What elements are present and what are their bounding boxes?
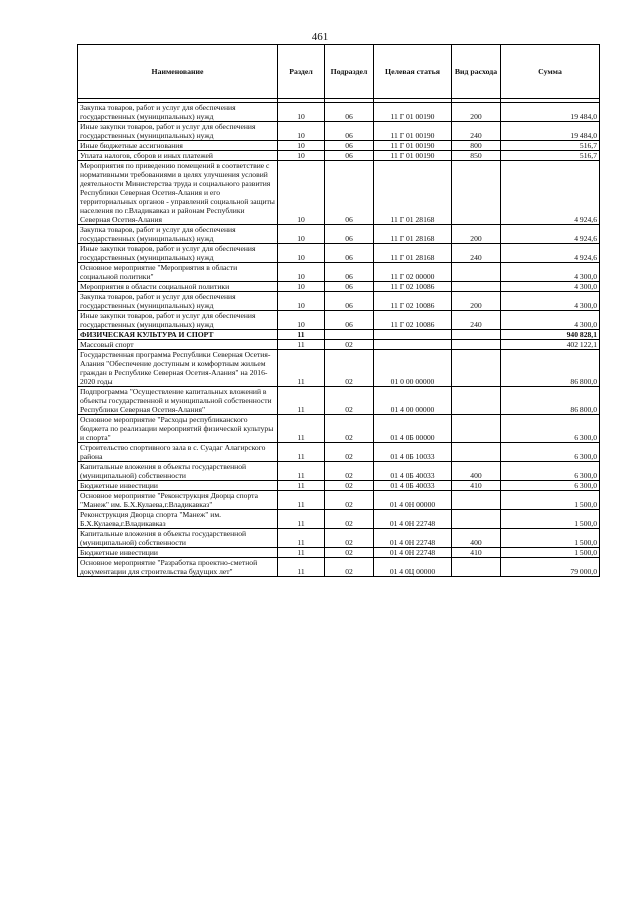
row-amount-cell: 940 828,1	[501, 330, 600, 340]
row-target-cell: 11 Г 02 10086	[374, 311, 452, 330]
row-section-cell: 11	[278, 415, 325, 443]
row-section-cell: 11	[278, 350, 325, 387]
table-row	[78, 292, 600, 311]
row-amount-cell: 4 924,6	[501, 225, 600, 244]
row-name-cell: ФИЗИЧЕСКАЯ КУЛЬТУРА И СПОРТ	[78, 330, 278, 340]
row-amount-cell: 4 300,0	[501, 292, 600, 311]
row-expense-type-cell	[452, 558, 501, 577]
row-expense-type-cell	[452, 161, 501, 225]
row-subsection-cell: 06	[325, 311, 374, 330]
header-subsection: Подраздел	[325, 45, 374, 99]
row-expense-type-cell	[452, 443, 501, 462]
row-target-cell: 01 4 0Б 00000	[374, 415, 452, 443]
row-amount-cell: 4 300,0	[501, 282, 600, 292]
table-row	[78, 510, 600, 529]
table-row	[78, 340, 600, 350]
row-amount-cell: 79 000,0	[501, 558, 600, 577]
row-name-cell: Иные закупки товаров, работ и услуг для обеспечения государственных (муниципальных) нужд	[78, 122, 278, 141]
row-target-cell: 11 Г 01 00190	[374, 103, 452, 122]
row-amount-cell: 86 800,0	[501, 387, 600, 415]
row-section-cell: 10	[278, 311, 325, 330]
row-section-cell: 11	[278, 558, 325, 577]
table-row	[78, 529, 600, 548]
row-amount-cell: 1 500,0	[501, 491, 600, 510]
table-header-row	[78, 45, 600, 99]
row-section-cell: 11	[278, 330, 325, 340]
row-amount-cell: 19 484,0	[501, 103, 600, 122]
row-subsection-cell: 02	[325, 481, 374, 491]
row-section-cell: 11	[278, 548, 325, 558]
row-subsection-cell: 06	[325, 141, 374, 151]
row-expense-type-cell	[452, 491, 501, 510]
row-subsection-cell: 02	[325, 415, 374, 443]
table-body	[78, 103, 600, 577]
row-name-cell: Бюджетные инвестиции	[78, 548, 278, 558]
row-name-cell: Уплата налогов, сборов и иных платежей	[78, 151, 278, 161]
row-target-cell: 11 Г 01 28168	[374, 161, 452, 225]
table-row	[78, 282, 600, 292]
row-expense-type-cell	[452, 415, 501, 443]
row-target-cell: 11 Г 01 28168	[374, 244, 452, 263]
row-expense-type-cell: 200	[452, 225, 501, 244]
row-target-cell: 11 Г 01 00190	[374, 122, 452, 141]
row-subsection-cell: 02	[325, 387, 374, 415]
row-expense-type-cell	[452, 340, 501, 350]
row-name-cell: Государственная программа Республики Северная Осетия-Алания "Обеспечение доступным и комфортным жильем граждан в Республике Северная Осетия-Алания" на 2016-2020 годы	[78, 350, 278, 387]
row-subsection-cell: 06	[325, 151, 374, 161]
row-subsection-cell	[325, 330, 374, 340]
table-row	[78, 558, 600, 577]
row-amount-cell: 19 484,0	[501, 122, 600, 141]
row-amount-cell: 6 300,0	[501, 443, 600, 462]
header-target: Целевая статья	[374, 45, 452, 99]
row-target-cell: 11 Г 01 28168	[374, 225, 452, 244]
row-name-cell: Реконструкция Дворца спорта "Манеж" им. Б.Х.Кулаева,г.Владикавказ	[78, 510, 278, 529]
row-name-cell: Закупка товаров, работ и услуг для обеспечения государственных (муниципальных) нужд	[78, 225, 278, 244]
row-subsection-cell: 02	[325, 350, 374, 387]
row-target-cell	[374, 340, 452, 350]
row-amount-cell: 6 300,0	[501, 462, 600, 481]
row-target-cell: 11 Г 02 10086	[374, 292, 452, 311]
table-row	[78, 491, 600, 510]
table-row	[78, 225, 600, 244]
table-row	[78, 151, 600, 161]
row-name-cell: Основное мероприятие "Мероприятия в области социальной политики"	[78, 263, 278, 282]
row-amount-cell: 86 800,0	[501, 350, 600, 387]
table-row	[78, 311, 600, 330]
table-row	[78, 415, 600, 443]
row-expense-type-cell	[452, 350, 501, 387]
row-amount-cell: 1 500,0	[501, 548, 600, 558]
table-row	[78, 161, 600, 225]
row-name-cell: Бюджетные инвестиции	[78, 481, 278, 491]
table-row	[78, 548, 600, 558]
row-name-cell: Капитальные вложения в объекты государственной (муниципальной) собственности	[78, 529, 278, 548]
row-expense-type-cell	[452, 510, 501, 529]
row-section-cell: 11	[278, 491, 325, 510]
row-target-cell: 01 4 0Б 40033	[374, 462, 452, 481]
row-section-cell: 10	[278, 103, 325, 122]
row-target-cell: 01 4 0Б 10033	[374, 443, 452, 462]
row-target-cell: 01 4 0Ц 00000	[374, 558, 452, 577]
table-row	[78, 481, 600, 491]
row-expense-type-cell: 850	[452, 151, 501, 161]
row-expense-type-cell: 240	[452, 122, 501, 141]
row-target-cell: 01 4 0Н 22748	[374, 529, 452, 548]
row-subsection-cell: 02	[325, 462, 374, 481]
row-expense-type-cell	[452, 330, 501, 340]
row-name-cell: Иные закупки товаров, работ и услуг для обеспечения государственных (муниципальных) нужд	[78, 311, 278, 330]
row-name-cell: Строительство спортивного зала в с. Суадаг Алагирского района	[78, 443, 278, 462]
row-name-cell: Мероприятия по приведению помещений в соответствие с нормативными требованиями в целях улучшения условий деятельности Министерства труда и социального развития Республики Северная Осетия-Алания и его территориальных органов - управлений социальной защиты населения по г.Владикавказ и районам Республики Северная Осетия-Алания	[78, 161, 278, 225]
row-section-cell: 11	[278, 340, 325, 350]
row-expense-type-cell: 410	[452, 481, 501, 491]
row-amount-cell: 402 122,1	[501, 340, 600, 350]
row-name-cell: Подпрограмма "Осуществление капитальных вложений в объекты государственной и муниципальной собственности Республики Северная Осетия-Алания"	[78, 387, 278, 415]
row-name-cell: Мероприятия в области социальной политики	[78, 282, 278, 292]
table-row	[78, 263, 600, 282]
row-section-cell: 10	[278, 244, 325, 263]
row-target-cell	[374, 330, 452, 340]
row-name-cell: Основное мероприятие "Разработка проектно-сметной документации для строительства будущих лет"	[78, 558, 278, 577]
header-section: Раздел	[278, 45, 325, 99]
header-name: Наименование	[78, 45, 278, 99]
row-subsection-cell: 06	[325, 122, 374, 141]
row-expense-type-cell	[452, 282, 501, 292]
row-amount-cell: 6 300,0	[501, 481, 600, 491]
table-row	[78, 330, 600, 340]
row-section-cell: 10	[278, 122, 325, 141]
row-amount-cell: 4 924,6	[501, 244, 600, 263]
row-subsection-cell: 02	[325, 491, 374, 510]
row-section-cell: 11	[278, 462, 325, 481]
row-name-cell: Основное мероприятие "Реконструкция Дворца спорта "Манеж" им. Б.Х.Кулаева,г.Владикавказ"	[78, 491, 278, 510]
table-row	[78, 122, 600, 141]
row-subsection-cell: 02	[325, 340, 374, 350]
row-expense-type-cell	[452, 263, 501, 282]
row-amount-cell: 516,7	[501, 141, 600, 151]
row-expense-type-cell: 240	[452, 244, 501, 263]
row-section-cell: 10	[278, 263, 325, 282]
row-amount-cell: 1 500,0	[501, 529, 600, 548]
row-subsection-cell: 02	[325, 558, 374, 577]
row-subsection-cell: 02	[325, 548, 374, 558]
row-section-cell: 11	[278, 387, 325, 415]
table-row	[78, 141, 600, 151]
header-amount: Сумма	[501, 45, 600, 99]
table-row	[78, 103, 600, 122]
row-target-cell: 01 4 00 00000	[374, 387, 452, 415]
page-number: 461	[311, 31, 329, 43]
row-expense-type-cell: 200	[452, 292, 501, 311]
table-row	[78, 462, 600, 481]
table-row	[78, 443, 600, 462]
row-name-cell: Капитальные вложения в объекты государственной (муниципальной) собственности	[78, 462, 278, 481]
row-subsection-cell: 06	[325, 225, 374, 244]
table-row	[78, 244, 600, 263]
table-row	[78, 350, 600, 387]
row-target-cell: 01 0 00 00000	[374, 350, 452, 387]
row-expense-type-cell: 240	[452, 311, 501, 330]
row-name-cell: Иные бюджетные ассигнования	[78, 141, 278, 151]
row-subsection-cell: 02	[325, 529, 374, 548]
row-expense-type-cell: 410	[452, 548, 501, 558]
row-target-cell: 01 4 0Б 40033	[374, 481, 452, 491]
row-section-cell: 11	[278, 529, 325, 548]
row-subsection-cell: 06	[325, 103, 374, 122]
row-subsection-cell: 02	[325, 443, 374, 462]
row-section-cell: 11	[278, 481, 325, 491]
row-amount-cell: 4 300,0	[501, 311, 600, 330]
row-subsection-cell: 06	[325, 263, 374, 282]
row-expense-type-cell: 400	[452, 462, 501, 481]
row-target-cell: 01 4 0Н 22748	[374, 510, 452, 529]
row-section-cell: 10	[278, 151, 325, 161]
row-subsection-cell: 06	[325, 292, 374, 311]
row-name-cell: Массовый спорт	[78, 340, 278, 350]
header-expense-type: Вид расхода	[452, 45, 501, 99]
row-name-cell: Закупка товаров, работ и услуг для обеспечения государственных (муниципальных) нужд	[78, 103, 278, 122]
row-subsection-cell: 06	[325, 244, 374, 263]
row-subsection-cell: 02	[325, 510, 374, 529]
row-name-cell: Иные закупки товаров, работ и услуг для обеспечения государственных (муниципальных) нужд	[78, 244, 278, 263]
row-target-cell: 11 Г 01 00190	[374, 141, 452, 151]
row-target-cell: 11 Г 01 00190	[374, 151, 452, 161]
row-section-cell: 11	[278, 510, 325, 529]
row-expense-type-cell: 800	[452, 141, 501, 151]
row-target-cell: 11 Г 02 00000	[374, 263, 452, 282]
row-section-cell: 11	[278, 443, 325, 462]
row-section-cell: 10	[278, 225, 325, 244]
table-row	[78, 387, 600, 415]
row-amount-cell: 6 300,0	[501, 415, 600, 443]
row-section-cell: 10	[278, 161, 325, 225]
row-target-cell: 01 4 0Н 00000	[374, 491, 452, 510]
row-target-cell: 11 Г 02 10086	[374, 282, 452, 292]
row-amount-cell: 516,7	[501, 151, 600, 161]
row-amount-cell: 1 500,0	[501, 510, 600, 529]
row-target-cell: 01 4 0Н 22748	[374, 548, 452, 558]
row-expense-type-cell: 400	[452, 529, 501, 548]
row-subsection-cell: 06	[325, 161, 374, 225]
row-name-cell: Основное мероприятие "Расходы республиканского бюджета по реализации мероприятий физической культуры и спорта"	[78, 415, 278, 443]
row-section-cell: 10	[278, 141, 325, 151]
row-amount-cell: 4 300,0	[501, 263, 600, 282]
row-name-cell: Закупка товаров, работ и услуг для обеспечения государственных (муниципальных) нужд	[78, 292, 278, 311]
row-section-cell: 10	[278, 282, 325, 292]
budget-table	[77, 44, 600, 577]
row-expense-type-cell: 200	[452, 103, 501, 122]
row-expense-type-cell	[452, 387, 501, 415]
row-amount-cell: 4 924,6	[501, 161, 600, 225]
row-section-cell: 10	[278, 292, 325, 311]
row-subsection-cell: 06	[325, 282, 374, 292]
